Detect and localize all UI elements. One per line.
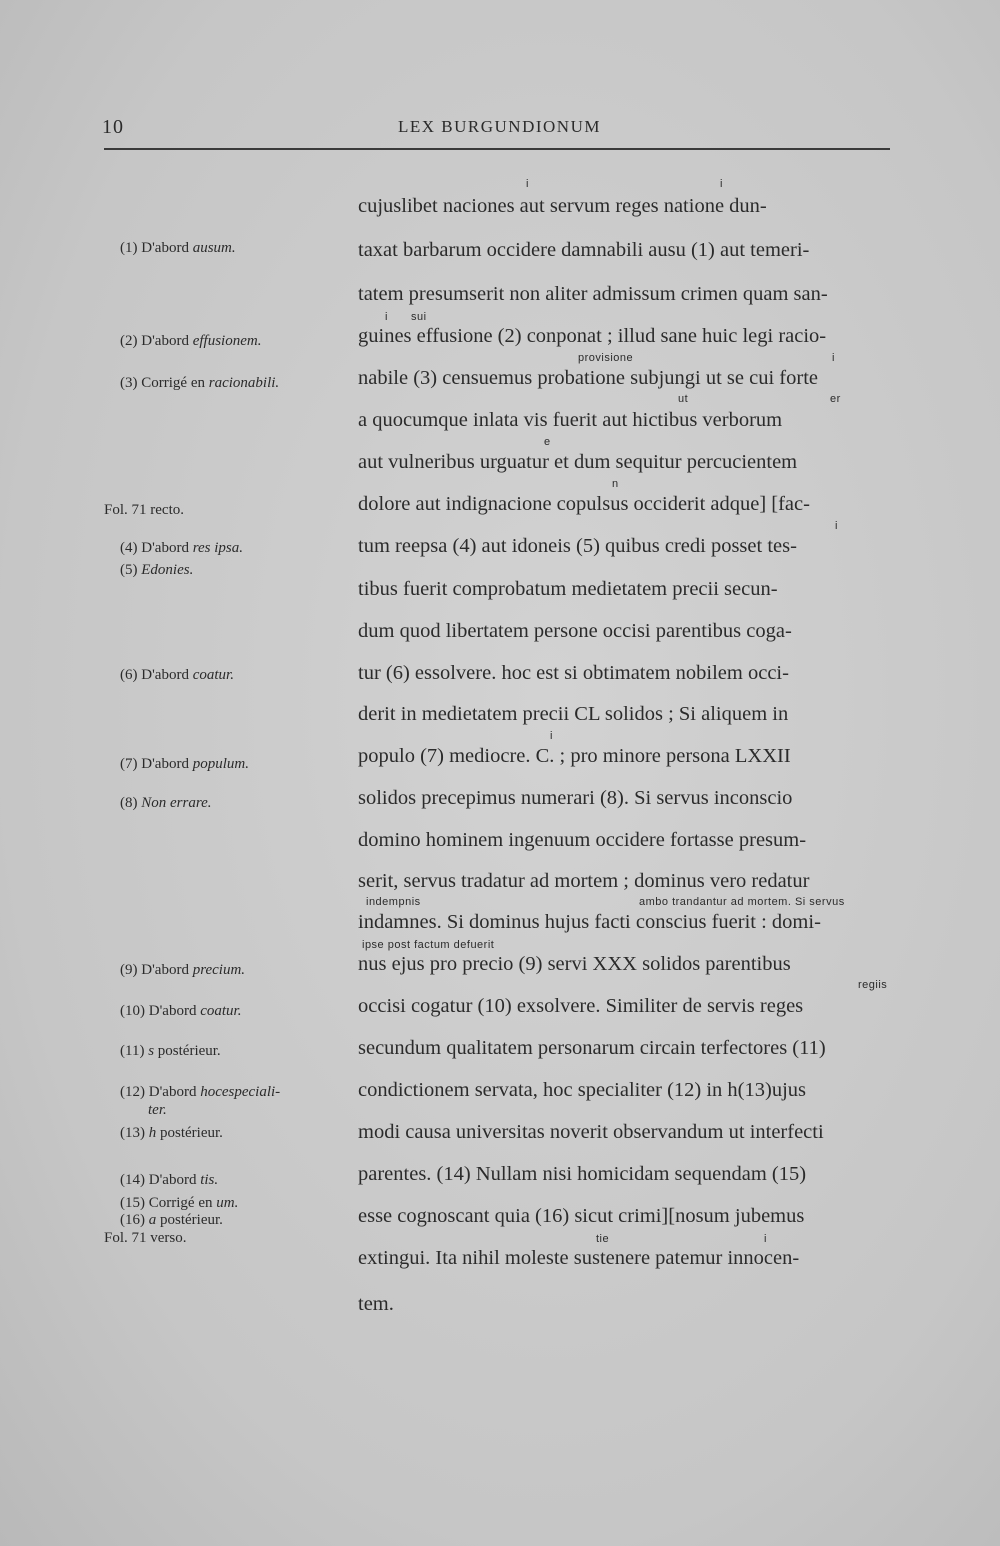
footnote-4: (4) D'abord res ipsa.: [120, 540, 243, 556]
text-line: solidos precepimus numerari (8). Si servus inconscio: [358, 787, 793, 809]
interlinear-gloss: i: [385, 311, 388, 323]
interlinear-gloss: sui: [411, 311, 427, 323]
footnote-12: (12) D'abord hocespeciali-: [120, 1084, 281, 1100]
interlinear-gloss: regiis: [858, 979, 888, 991]
footnote-7: (7) D'abord populum.: [120, 756, 249, 772]
interlinear-gloss: ambo trandantur ad mortem. Si servus: [639, 896, 845, 908]
text-line: tibus fuerit comprobatum medietatem precii secun-: [358, 578, 778, 600]
interlinear-gloss: e: [544, 436, 551, 448]
footnote-15: (15) Corrigé en um.: [120, 1195, 239, 1211]
text-line: modi causa universitas noverit observandum ut interfecti: [358, 1121, 824, 1143]
folio-71-verso: Fol. 71 verso.: [104, 1230, 187, 1246]
interlinear-gloss: ut: [678, 393, 689, 405]
interlinear-gloss: provisione: [578, 352, 634, 364]
text-line: a quocumque inlata vis fuerit aut hictibus verborum: [358, 409, 783, 431]
footnote-13: (13) h postérieur.: [120, 1125, 223, 1141]
text-line: secundum qualitatem personarum circain terfectores (11): [358, 1037, 826, 1059]
text-line: cujuslibet naciones aut servum reges natione dun-: [358, 195, 767, 217]
text-line: nus ejus pro precio (9) servi XXX solidos parentibus: [358, 953, 791, 975]
interlinear-gloss: n: [612, 478, 619, 490]
text-line: taxat barbarum occidere damnabili ausu (1) aut temeri-: [358, 239, 810, 261]
running-title: LEX BURGUNDIONUM: [398, 117, 601, 136]
footnote-12-cont: ter.: [148, 1102, 167, 1118]
text-line: condictionem servata, hoc specialiter (12) in h(13)ujus: [358, 1079, 807, 1101]
header-rule: [104, 148, 890, 150]
text-line: tatem presumserit non aliter admissum crimen quam san-: [358, 283, 828, 305]
interlinear-gloss: i: [550, 730, 553, 742]
footnote-10: (10) D'abord coatur.: [120, 1003, 242, 1019]
interlinear-gloss: indempnis: [366, 896, 421, 908]
footnote-9: (9) D'abord precium.: [120, 962, 246, 978]
footnote-11: (11) s postérieur.: [120, 1043, 221, 1059]
text-line: serit, servus tradatur ad mortem ; dominus vero redatur: [358, 870, 810, 892]
interlinear-gloss: i: [835, 520, 838, 532]
text-line: occisi cogatur (10) exsolvere. Similiter de servis reges: [358, 995, 804, 1017]
text-line: indamnes. Si dominus hujus facti conscius fuerit : domi-: [358, 911, 821, 933]
text-line: extingui. Ita nihil moleste sustenere patemur innocen-: [358, 1247, 800, 1269]
interlinear-gloss: i: [764, 1233, 767, 1245]
text-line: tem.: [358, 1293, 394, 1315]
footnote-3: (3) Corrigé en racionabili.: [120, 375, 280, 391]
footnote-14: (14) D'abord tis.: [120, 1172, 219, 1188]
folio-71-recto: Fol. 71 recto.: [104, 502, 184, 518]
footnote-1: (1) D'abord ausum.: [120, 240, 236, 256]
text-line: aut vulneribus urguatur et dum sequitur percucientem: [358, 451, 798, 473]
footnote-2: (2) D'abord effusionem.: [120, 333, 262, 349]
text-line: guines effusione (2) conponat ; illud sane huic legi racio-: [358, 325, 827, 347]
footnote-5: (5) Edonies.: [120, 562, 194, 578]
text-line: tum reepsa (4) aut idoneis (5) quibus credi posset tes-: [358, 535, 797, 557]
page-number: 10: [102, 116, 124, 138]
text-line: parentes. (14) Nullam nisi homicidam sequendam (15): [358, 1163, 807, 1185]
footnote-8: (8) Non errare.: [120, 795, 212, 811]
text-line: tur (6) essolvere. hoc est si obtimatem nobilem occi-: [358, 662, 789, 684]
interlinear-gloss: i: [832, 352, 835, 364]
interlinear-gloss: er: [830, 393, 841, 405]
text-line: populo (7) mediocre. C. ; pro minore persona LXXII: [358, 745, 791, 767]
interlinear-gloss: tie: [596, 1233, 610, 1245]
text-line: nabile (3) censuemus probatione subjungi ut se cui forte: [358, 367, 818, 389]
text-line: esse cognoscant quia (16) sicut crimi][nosum jubemus: [358, 1205, 805, 1227]
text-line: derit in medietatem precii CL solidos ; Si aliquem in: [358, 703, 789, 725]
text-line: domino hominem ingenuum occidere fortasse presum-: [358, 829, 807, 851]
text-line: dolore aut indignacione copulsus occiderit adque] [fac-: [358, 493, 810, 515]
footnote-6: (6) D'abord coatur.: [120, 667, 234, 683]
interlinear-gloss: i: [720, 178, 723, 190]
interlinear-gloss: i: [526, 178, 529, 190]
footnote-16: (16) a postérieur.: [120, 1212, 223, 1228]
text-line: dum quod libertatem persone occisi parentibus coga-: [358, 620, 792, 642]
interlinear-gloss: ipse post factum defuerit: [362, 939, 495, 951]
